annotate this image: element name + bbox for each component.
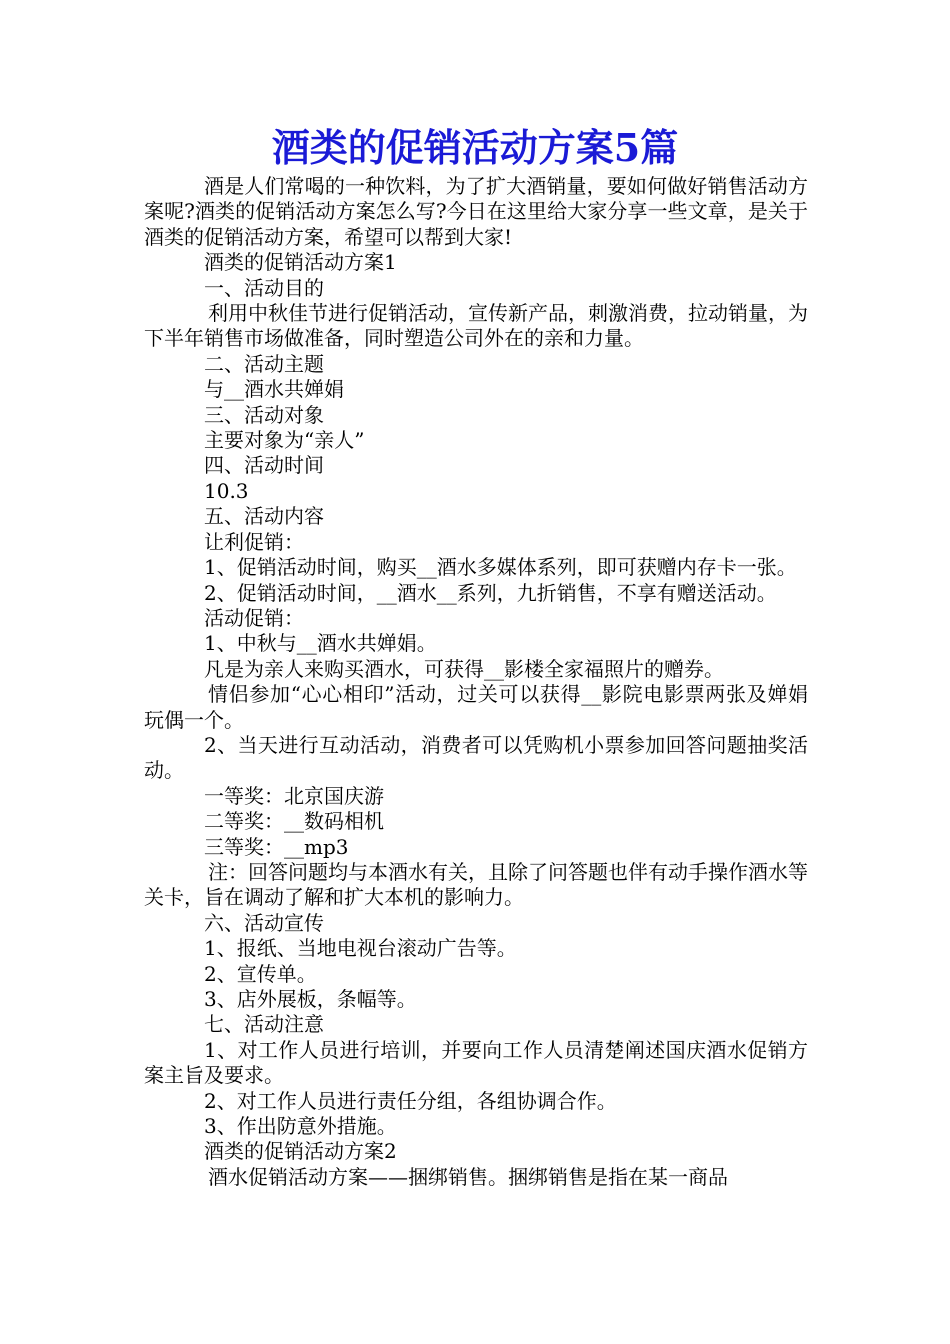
subheading: 一、活动目的	[204, 275, 324, 300]
intro-paragraph: 酒是人们常喝的一种饮料，为了扩大酒销量，要如何做好销售活动方案呢?酒类的促销活动方案怎么写?今日在这里给大家分享一些文章，是关于酒类的促销活动方案，希望可以帮到大家!	[144, 174, 808, 249]
list-item: 2、对工作人员进行责任分组，各组协调合作。	[204, 1088, 617, 1113]
subheading: 六、活动宣传	[204, 910, 324, 935]
paragraph: 让利促销：	[204, 529, 304, 554]
list-item: 1、对工作人员进行培训，并要向工作人员清楚阐述国庆酒水促销方案主旨及要求。	[144, 1037, 808, 1088]
note-paragraph: 注：回答问题均与本酒水有关，且除了问答题也伴有动手操作酒水等关卡，旨在调动了解和扩大本机的影响力。	[144, 859, 808, 910]
list-item: 2、当天进行互动活动，消费者可以凭购机小票参加回答问题抽奖活动。	[144, 732, 808, 783]
list-item: 3、店外展板，条幅等。	[204, 987, 417, 1011]
list-item: 三等奖：__mp3	[204, 834, 349, 859]
paragraph: 与__酒水共婵娟	[204, 377, 344, 402]
paragraph: 情侣参加“心心相印”活动，过关可以获得__影院电影票两张及婵娟玩偶一个。	[144, 682, 808, 732]
paragraph: 凡是为亲人来购买酒水，可获得__影楼全家福照片的赠券。	[204, 656, 724, 681]
list-item: 1、报纸、当地电视台滚动广告等。	[204, 936, 517, 961]
document-title: 酒类的促销活动方案5篇	[271, 125, 679, 170]
list-item: 2、宣传单。	[204, 961, 317, 986]
list-item: 二等奖：__数码相机	[204, 809, 384, 834]
paragraph: 活动促销：	[204, 605, 304, 630]
list-item: 1、中秋与__酒水共婵娟。	[204, 631, 437, 656]
document-body	[144, 174, 808, 1190]
list-item: 2、促销活动时间，__酒水__系列，九折销售，不享有赠送活动。	[204, 580, 777, 605]
subheading: 四、活动时间	[204, 453, 324, 478]
section-heading: 酒类的促销活动方案1	[204, 250, 397, 275]
list-item: 3、作出防意外措施。	[204, 1114, 397, 1139]
subheading: 三、活动对象	[204, 402, 324, 427]
list-item: 一等奖：北京国庆游	[204, 783, 384, 808]
section-heading: 酒类的促销活动方案2	[204, 1139, 397, 1164]
paragraph: 10.3	[204, 478, 249, 503]
list-item: 1、促销活动时间，购买__酒水多媒体系列，即可获赠内存卡一张。	[204, 555, 797, 580]
subheading: 二、活动主题	[204, 351, 324, 376]
paragraph: 主要对象为“亲人”	[204, 428, 365, 453]
paragraph: 酒水促销活动方案——捆绑销售。捆绑销售是指在某一商品	[208, 1164, 728, 1189]
subheading: 七、活动注意	[204, 1012, 324, 1037]
subheading: 五、活动内容	[204, 504, 324, 529]
paragraph: 利用中秋佳节进行促销活动，宣传新产品，刺激消费，拉动销量，为下半年销售市场做准备，同时塑造公司外在的亲和力量。	[144, 301, 808, 351]
